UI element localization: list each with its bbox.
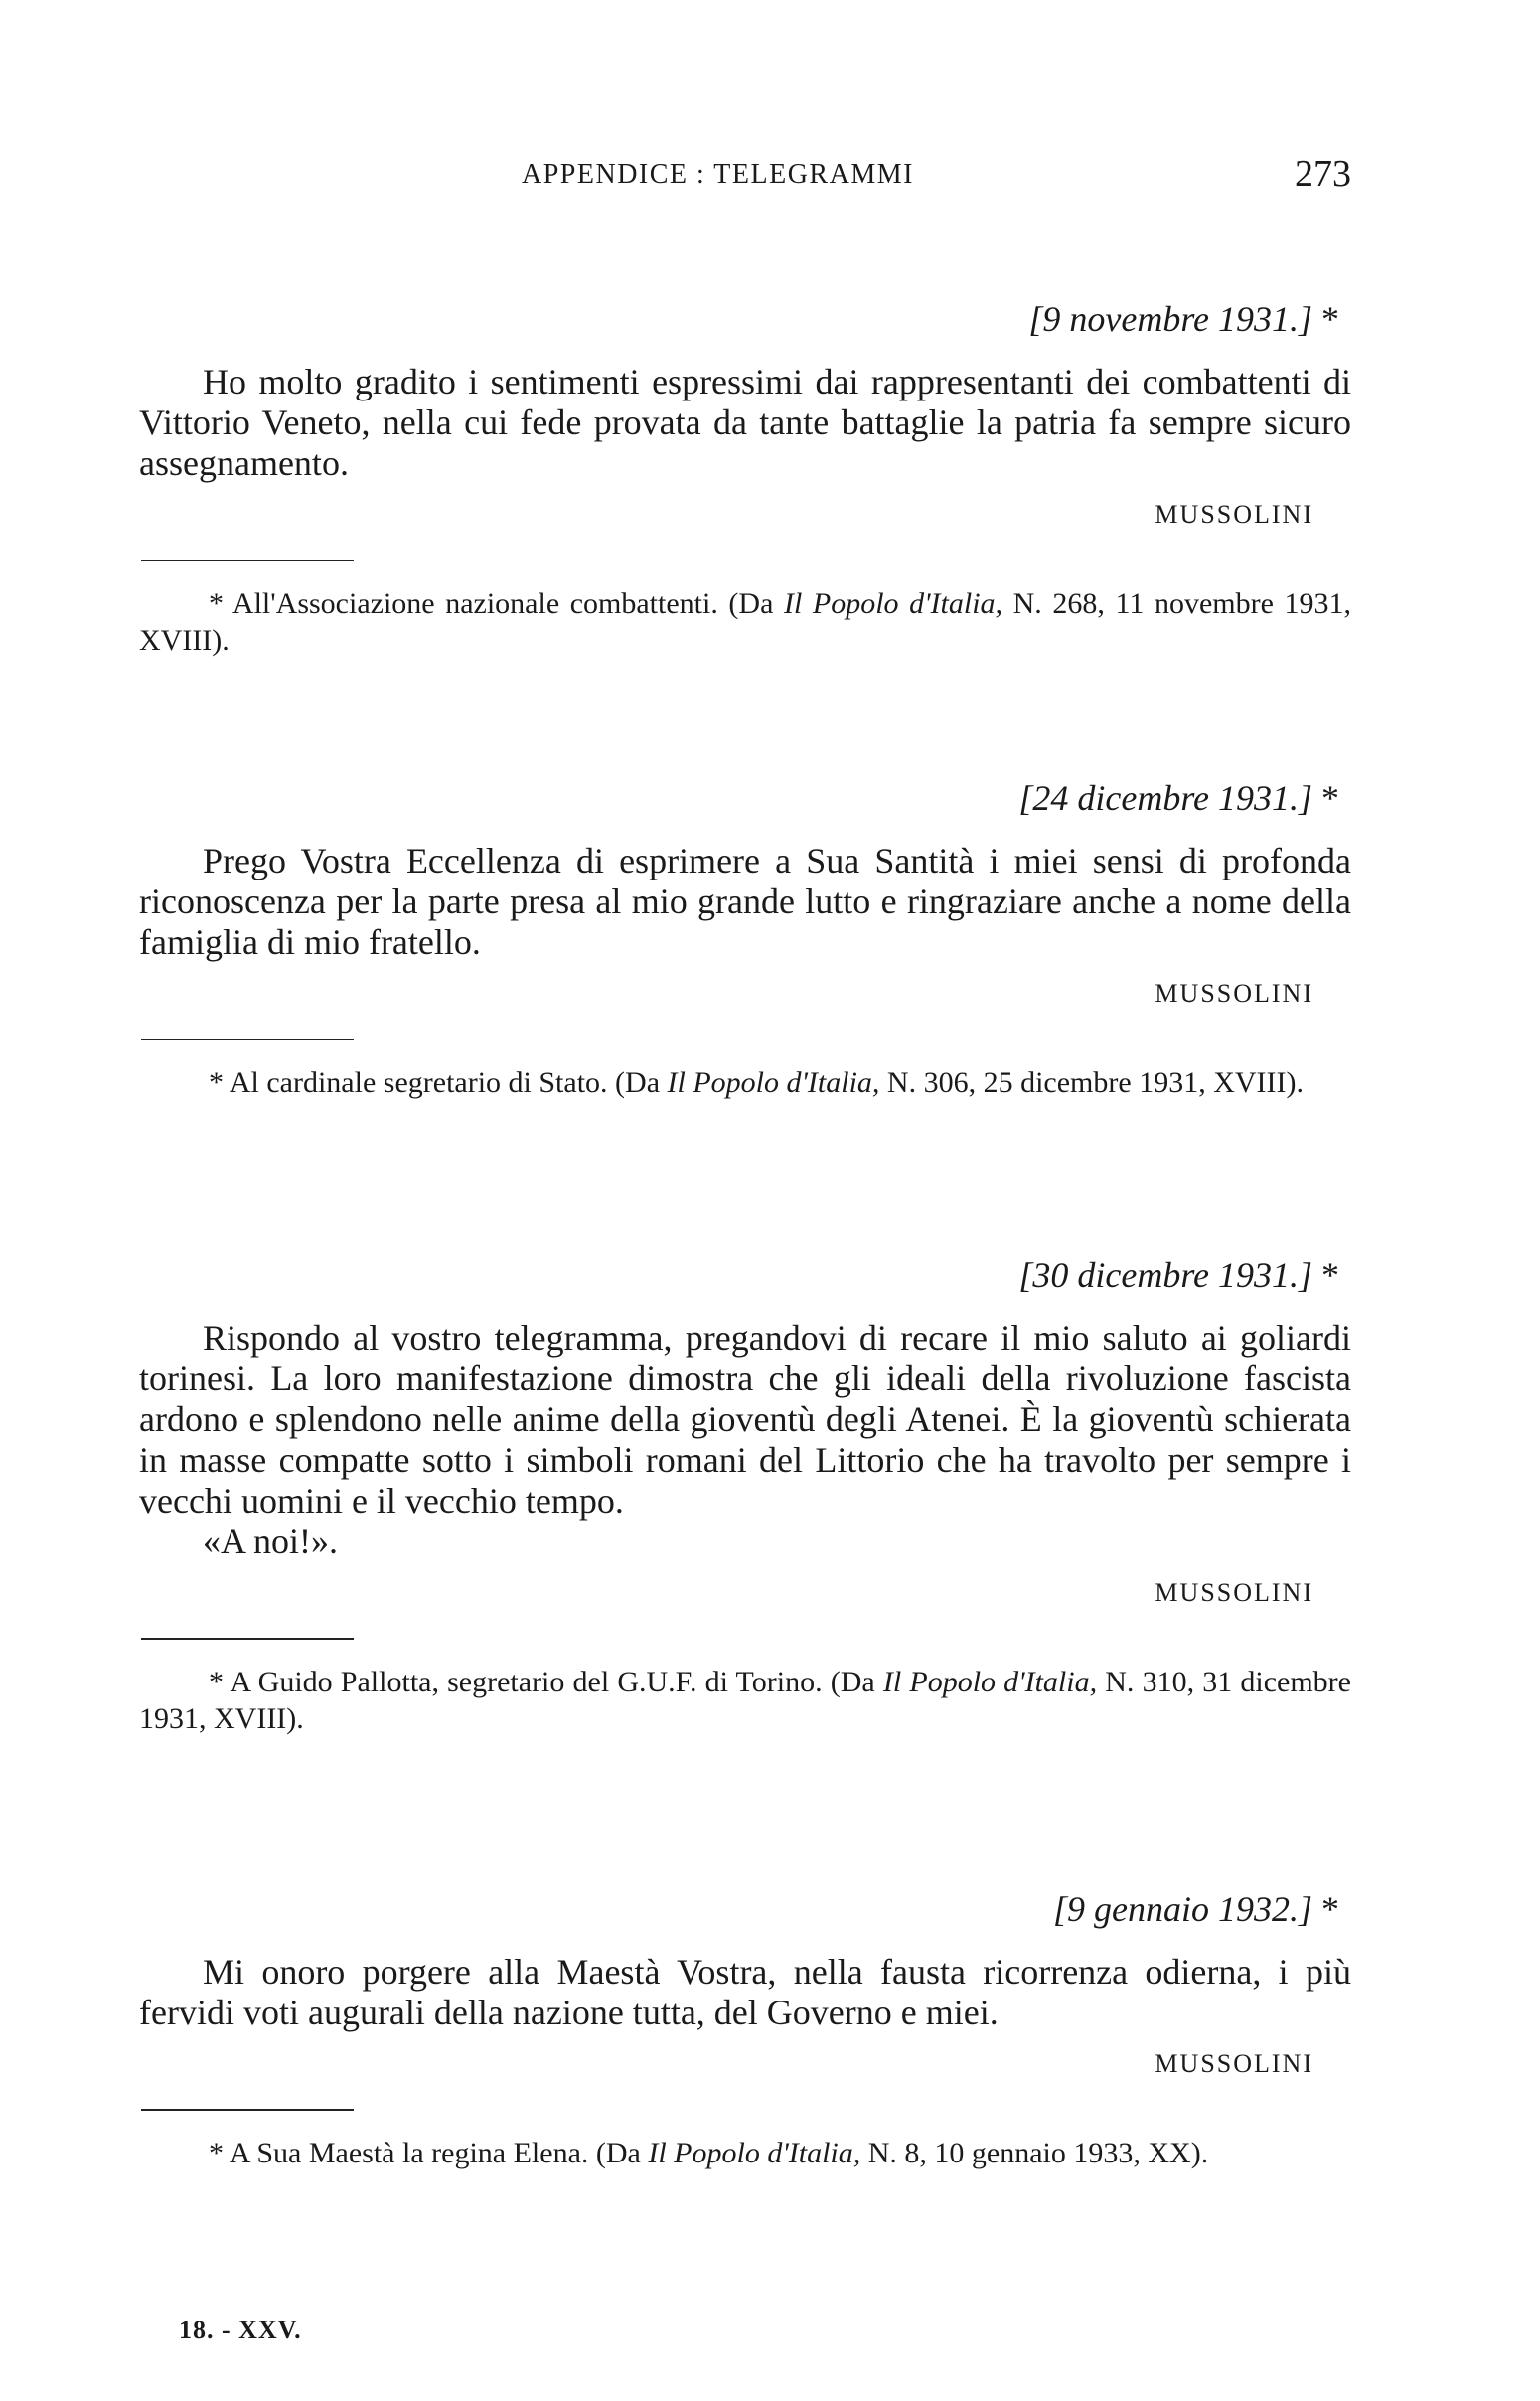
- footnote-source: Il Popolo d'Italia,: [648, 2137, 861, 2169]
- telegram-body: Mi onoro porgere alla Maestà Vostra, nella fausta ricorrenza odierna, i più fervidi voti augurali della nazione tutta, del Governo e miei.: [139, 1952, 1351, 2032]
- telegram-date: [139, 298, 1351, 340]
- signature-mark: 18. - XXV.: [179, 2316, 302, 2344]
- footnote-suffix: N. 268, 11 novembre 1931, XVIII).: [139, 587, 1351, 657]
- telegram-date: [139, 1254, 1351, 1296]
- telegram-body: Rispondo al vostro telegramma, pregandovi di recare il mio saluto ai goliardi torinesi. La loro manifestazione dimostra che gli ideali della rivoluzione fascista ardono e splendono nelle anime della gioventù degli Atenei. È la gioventù schierata in masse compatte sotto i simboli romani del Littorio che ha travolto per sempre i vecchi uomini e il vecchio tempo.: [139, 1318, 1351, 1521]
- telegram-signature: MUSSOLINI: [1155, 2049, 1313, 2078]
- footnote-rule: [141, 560, 354, 561]
- footnote-source: Il Popolo d'Italia,: [783, 587, 1003, 620]
- telegram-closing: «A noi!».: [203, 1521, 339, 1561]
- footnote-rule: [141, 1638, 354, 1640]
- telegram-footnote: [139, 2135, 1351, 2171]
- telegram-signature: MUSSOLINI: [1155, 1578, 1313, 1607]
- footnote-marker: *: [1321, 778, 1339, 818]
- footnote-marker: *: [1321, 1255, 1339, 1295]
- running-head: APPENDICE : TELEGRAMMI: [522, 159, 914, 190]
- date-text: [30 dicembre 1931.]: [1018, 1255, 1312, 1295]
- footnote-rule: [141, 2109, 354, 2111]
- footnote-source: Il Popolo d'Italia,: [667, 1066, 880, 1099]
- telegram-footnote: [139, 1664, 1351, 1737]
- footnote-prefix: * All'Associazione nazionale combattenti. (Da: [209, 587, 784, 620]
- telegram-date: [139, 777, 1351, 819]
- telegram-body: Prego Vostra Eccellenza di esprimere a Sua Santità i miei sensi di profonda riconoscenza per la parte presa al mio grande lutto e ringraziare anche a nome della famiglia di mio fratello.: [139, 841, 1351, 962]
- footnote-suffix: N. 310, 31 dicembre 1931, XVIII).: [139, 1666, 1351, 1735]
- footnote-prefix: * Al cardinale segretario di Stato. (Da: [209, 1066, 668, 1099]
- footnote-suffix: N. 8, 10 gennaio 1933, XX).: [860, 2137, 1209, 2169]
- telegram-entry: [139, 777, 1351, 1101]
- footnote-prefix: * A Guido Pallotta, segretario del G.U.F. di Torino. (Da: [209, 1666, 883, 1698]
- telegram-date: [139, 1888, 1351, 1930]
- footnote-marker: *: [1321, 299, 1339, 339]
- telegram-body: Ho molto gradito i sentimenti espressimi dai rappresentanti dei combattenti di Vittorio Veneto, nella cui fede provata da tante battaglie la patria fa sempre sicuro assegnamento.: [139, 362, 1351, 483]
- footnote-prefix: * A Sua Maestà la regina Elena. (Da: [209, 2137, 649, 2169]
- telegram-entry: [139, 1254, 1351, 1737]
- footnote-rule: [141, 1039, 354, 1040]
- telegram-signature: MUSSOLINI: [1155, 500, 1313, 529]
- telegram-signature: MUSSOLINI: [1155, 979, 1313, 1008]
- date-text: [24 dicembre 1931.]: [1018, 778, 1312, 818]
- page-number: 273: [1295, 153, 1351, 195]
- date-text: [9 novembre 1931.]: [1028, 299, 1312, 339]
- footnote-source: Il Popolo d'Italia,: [882, 1666, 1098, 1698]
- telegram-footnote: [139, 585, 1351, 659]
- telegram-entry: [139, 298, 1351, 659]
- date-text: [9 gennaio 1932.]: [1053, 1889, 1312, 1929]
- telegram-footnote: [139, 1064, 1351, 1101]
- footnote-suffix: N. 306, 25 dicembre 1931, XVIII).: [879, 1066, 1304, 1099]
- footnote-marker: *: [1321, 1889, 1339, 1929]
- telegram-entry: [139, 1888, 1351, 2171]
